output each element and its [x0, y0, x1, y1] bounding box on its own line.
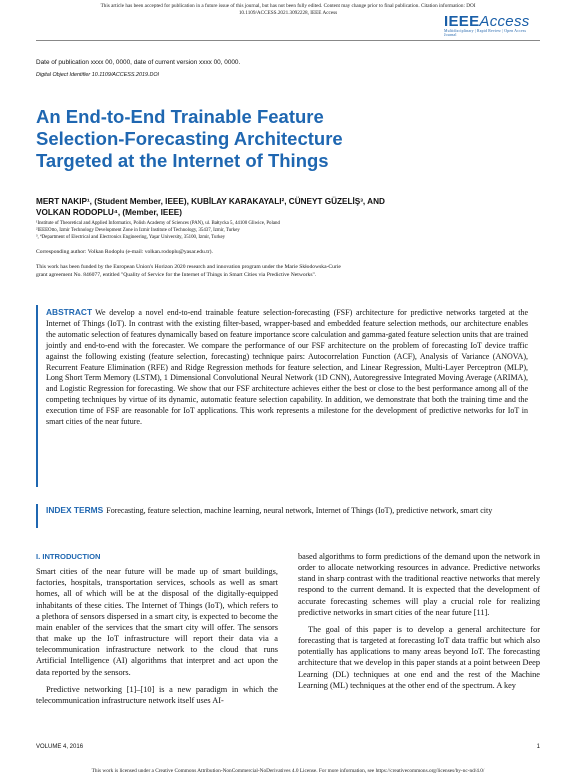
affiliation: ³, ⁴Department of Electrical and Electronics Engineering, Yaşar University, 35100, Izmir, Turkey	[36, 234, 226, 240]
logo-italic: Access	[479, 13, 530, 30]
body-paragraph: based algorithms to form predictions of the demand upon the network in order to allocate networking resources in advance. Predictive networks stand in sharp contrast with the traditional reactive networks that merely respond to the current demand. It is expected that the development of accurate forecasting schemes will play a crucial role for realizing predictive networks in smart cities of the near future [11].	[298, 552, 540, 617]
title-line: An End-to-End Trainable Feature	[36, 106, 324, 127]
logo-main: IEEE	[444, 13, 480, 30]
funding-line: grant agreement No. 846077, entitled "Quality of Service for the Internet of Things in Smart Cities via Predictive Networks".	[36, 272, 317, 278]
affiliation: ²IEEEOtto, Izmir Technology Development Zone in Izmir Institute of Technology, 35437, Izmir, Turkey	[36, 227, 240, 233]
page-number: 1	[536, 744, 540, 750]
volume-label: VOLUME 4, 2016	[36, 744, 84, 750]
body-paragraph: Predictive networking [1]–[10] is a new paradigm in which the telecommunication infrastructure network itself uses AI-	[36, 684, 278, 705]
index-terms-accent-bar	[36, 504, 38, 528]
abstract	[46, 307, 528, 428]
funding-note	[36, 263, 526, 279]
header-rule	[36, 40, 540, 41]
abstract-text: We develop a novel end-to-end trainable feature selection-forecasting (FSF) architecture for predictive networks targeted at the Internet of Things (IoT). In contrast with the existing filter-based, wrapper-based and embedded feature selection methods, our architecture enables the automatic selection of features dynamically based on feature importance score calculation and gamma-gated feature selection units that are trained jointly and end-to-end with the forecaster. We compare the performance of our FSF architecture on the problem of forecasting IoT device traffic against the following existing (feature selection, forecasting) technique pairs: Autocorrelation Function (ACF), Analysis of Variance (ANOVA), Recurrent Feature Elimination (RFE) and Ridge Regression methods for feature selection, and Linear Regression, Multi-Layer Perceptron (MLP), Long Short Term Memory (LSTM), 1 Dimensional Convolutional Neural Network (1D CNN), Autoregressive Integrated Moving Average (ARIMA), and Logistic Regression for forecasting. We show that our FSF architecture achieves either the best or close to the best performance among all of the competing techniques by virtue of its dynamic, automatic feature selection capability. In addition, we demonstrate that both the training time and the execution time of FSF are reasonable for IoT applications. This work represents a milestone for the development of predictive networks for IoT in smart cities of the near future.	[46, 308, 528, 427]
publication-date: Date of publication xxxx 00, 0000, date of current version xxxx 00, 0000.	[36, 59, 241, 66]
funding-line: This work has been funded by the European Union's Horizon 2020 research and innovation program under the Marie Skłodowska-Curie	[36, 264, 341, 270]
body-column-right	[298, 551, 540, 691]
abstract-label: ABSTRACT	[46, 307, 93, 317]
affiliations	[36, 221, 506, 241]
paper-title	[36, 106, 456, 172]
ieee-access-logo	[444, 13, 536, 37]
publication-notice-line1: This article has been accepted for publication in a future issue of this journal, but has not been fully edited. Content may change prior to final publication. Citation information: DOI	[100, 3, 476, 9]
license-notice: This work is licensed under a Creative Commons Attribution-NonCommercial-NoDerivatives 4.0 License. For more information, see https://creativecommons.org/licenses/by-nc-nd/4.0/	[91, 768, 485, 774]
title-line: Targeted at the Internet of Things	[36, 150, 329, 171]
index-terms-text: Forecasting, feature selection, machine learning, neural network, Internet of Things (IoT), predictive network, smart city	[106, 506, 493, 515]
section-heading: I. INTRODUCTION	[36, 552, 101, 561]
index-terms	[46, 505, 528, 516]
index-terms-label: INDEX TERMS	[46, 505, 104, 515]
doi-line: Digital Object Identifier 10.1109/ACCESS.2019.DOI	[36, 72, 160, 78]
logo-wordmark	[444, 13, 536, 30]
publication-notice-line2: 10.1109/ACCESS.2021.3092228, IEEE Access	[238, 10, 338, 16]
authors-line: MERT NAKIP¹, (Student Member, IEEE), KUBİLAY KARAKAYALI², CÜNEYT GÜZELİŞ³, AND	[36, 197, 385, 206]
title-line: Selection-Forecasting Architecture	[36, 128, 343, 149]
body-column-left	[36, 551, 278, 706]
logo-tagline: Multidisciplinary | Rapid Review | Open Access Journal	[444, 29, 527, 37]
corresponding-author: Corresponding author: Volkan Rodoplu (e-mail: volkan.rodoplu@yasar.edu.tr).	[36, 249, 213, 255]
abstract-accent-bar	[36, 305, 38, 487]
body-paragraph: The goal of this paper is to develop a general architecture for forecasting that is targeted at forecasting IoT data traffic but which also potentially has applications to many areas beyond IoT. The forecasting architecture that we develop in this paper stands at a point between Deep Learning (DL) techniques at one end and the rest of the Machine Learning (ML) techniques at the other end of the spectrum. A key	[298, 624, 540, 690]
authors-line: VOLKAN RODOPLU⁴, (Member, IEEE)	[36, 208, 182, 217]
affiliation: ¹Institute of Theoretical and Applied Informatics, Polish Academy of Sciences (PAN), ul. Bałtycka 5, 44100 Gliwice, Poland	[36, 221, 280, 226]
author-list	[36, 196, 506, 218]
body-paragraph: Smart cities of the near future will be made up of smart buildings, factories, hospitals, transportation services, schools as well as smart homes, all of which will be at the disposal of the digitally-equipped inhabitants of these cities. The Internet of Things (IoT), which refers to a plethora of sensors dispersed in a smart city, is expected to become the main enabler of the services that the smart city will offer. The sensors that make up the IoT infrastructure will report their data via a telecommunication infrastructure network to the cloud that runs Artificial Intelligence (AI) algorithms that interpret and act upon the data reported by the sensors.	[36, 567, 278, 677]
